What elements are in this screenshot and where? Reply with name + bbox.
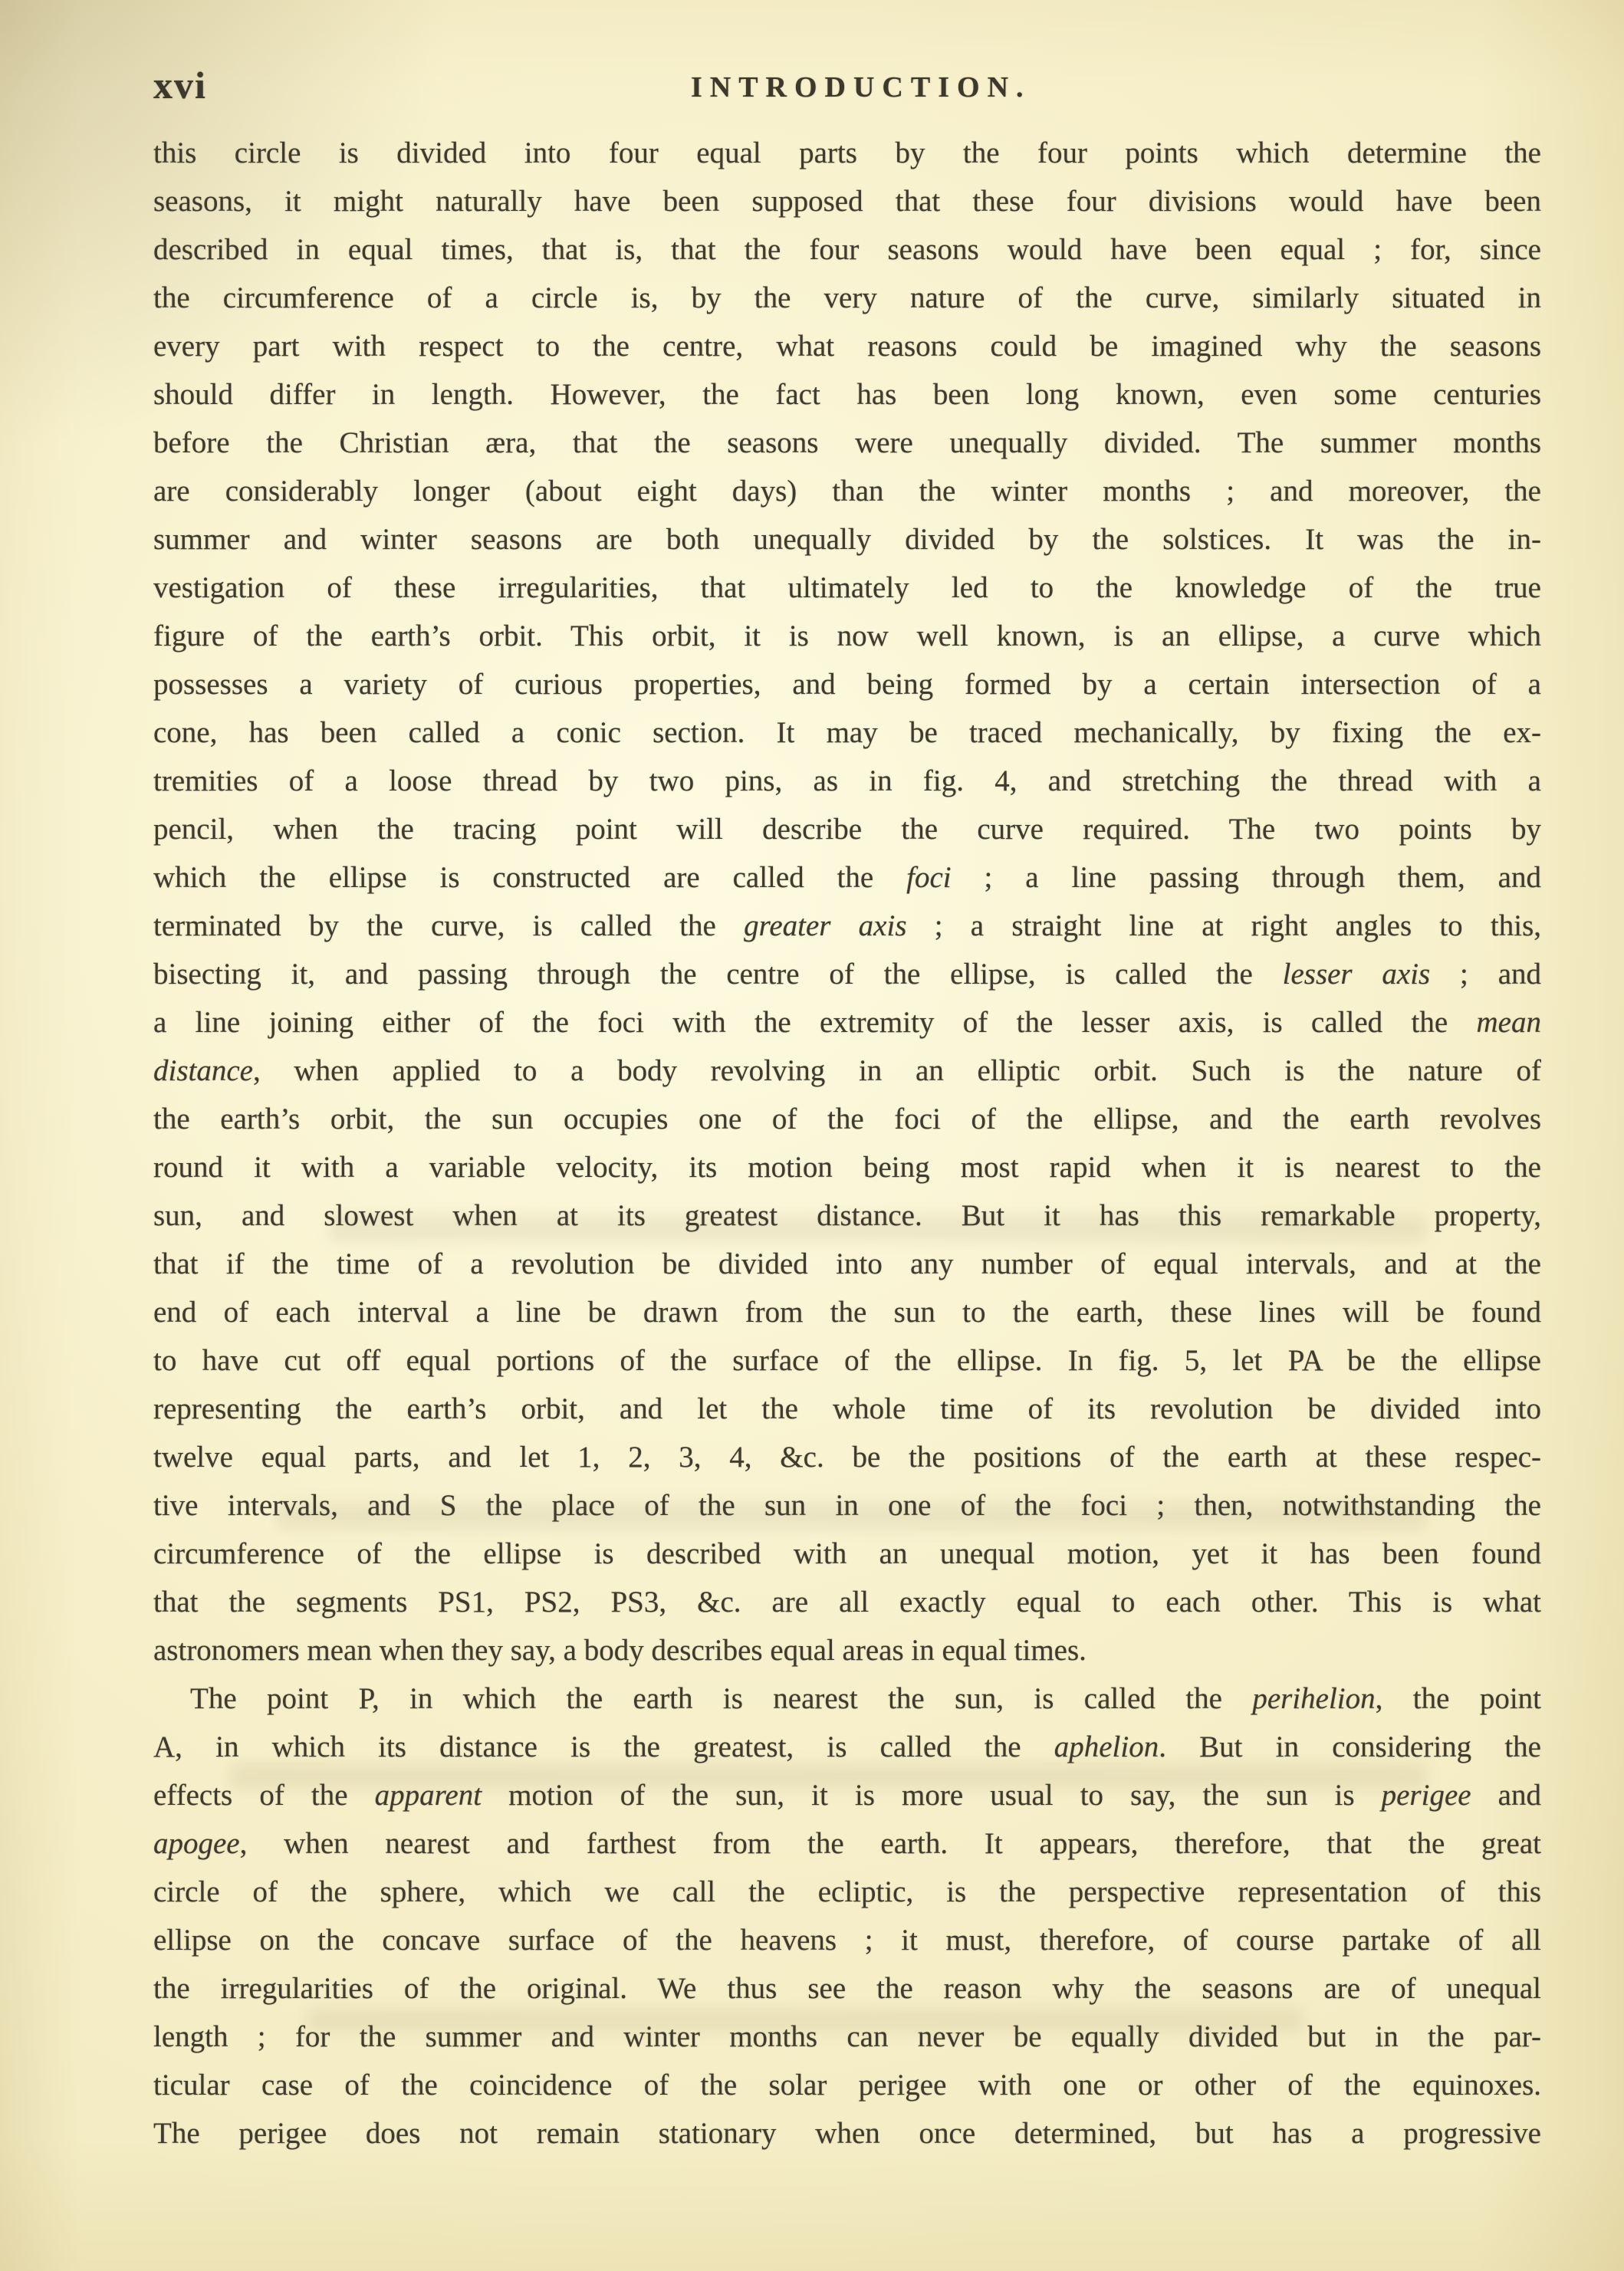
text-line: a line joining either of the foci with the extremity of the lesser axis, is called the mean [153, 1006, 1541, 1039]
text-line: twelve equal parts, and let 1, 2, 3, 4, &c. be the positions of the earth at these respec- [153, 1441, 1541, 1474]
body-text [153, 129, 1541, 2158]
text-line: effects of the apparent motion of the sun, it is more usual to say, the sun is perigee and [153, 1779, 1541, 1812]
text-line: bisecting it, and passing through the centre of the ellipse, is called the lesser axis ; and [153, 958, 1541, 991]
text-line: this circle is divided into four equal parts by the four points which determine the [153, 136, 1541, 169]
text-line: A, in which its distance is the greatest, is called the aphelion. But in considering the [153, 1730, 1541, 1763]
text-line: The point P, in which the earth is nearest the sun, is called the perihelion, the point [190, 1682, 1541, 1715]
text-line: are considerably longer (about eight days) than the winter months ; and moreover, the [153, 475, 1541, 508]
text-line: the earth’s orbit, the sun occupies one of the foci of the ellipse, and the earth revolves [153, 1103, 1541, 1136]
text-line: figure of the earth’s orbit. This orbit, it is now well known, is an ellipse, a curve which [153, 620, 1541, 652]
text-line: The perigee does not remain stationary when once determined, but has a progressive [153, 2117, 1541, 2150]
text-line: ticular case of the coincidence of the solar perigee with one or other of the equinoxes. [153, 2069, 1541, 2102]
text-line: before the Christian æra, that the seasons were unequally divided. The summer months [153, 426, 1541, 459]
text-line: end of each interval a line be drawn from the sun to the earth, these lines will be found [153, 1296, 1541, 1329]
text-line: the circumference of a circle is, by the very nature of the curve, similarly situated in [153, 281, 1541, 314]
running-title: INTRODUCTION. [690, 71, 1031, 104]
text-line: every part with respect to the centre, what reasons could be imagined why the seasons [153, 330, 1541, 363]
paragraph [153, 1674, 1541, 2158]
page-number: xvi [153, 64, 207, 107]
text-line: which the ellipse is constructed are called the foci ; a line passing through them, and [153, 861, 1541, 894]
text-line: that the segments PS1, PS2, PS3, &c. are all exactly equal to each other. This is what [153, 1586, 1541, 1619]
text-line: should differ in length. However, the fact has been long known, even some centuries [153, 378, 1541, 411]
text-line: distance, when applied to a body revolving in an elliptic orbit. Such is the nature of [153, 1054, 1541, 1087]
paragraph [153, 129, 1541, 1674]
text-line: length ; for the summer and winter months can never be equally divided but in the par- [153, 2020, 1541, 2053]
text-line: vestigation of these irregularities, that ultimately led to the knowledge of the true [153, 571, 1541, 604]
text-line: the irregularities of the original. We thus see the reason why the seasons are of unequal [153, 1972, 1541, 2005]
text-line: described in equal times, that is, that the four seasons would have been equal ; for, since [153, 233, 1541, 266]
text-line: circumference of the ellipse is described with an unequal motion, yet it has been found [153, 1537, 1541, 1570]
text-line: tremities of a loose thread by two pins, as in fig. 4, and stretching the thread with a [153, 764, 1541, 797]
text-line: terminated by the curve, is called the greater axis ; a straight line at right angles to this, [153, 909, 1541, 942]
text-line: round it with a variable velocity, its motion being most rapid when it is nearest to the [153, 1151, 1541, 1184]
text-line: that if the time of a revolution be divided into any number of equal intervals, and at the [153, 1247, 1541, 1280]
running-header [153, 57, 1541, 110]
text-line: pencil, when the tracing point will describe the curve required. The two points by [153, 813, 1541, 846]
text-line: representing the earth’s orbit, and let the whole time of its revolution be divided into [153, 1392, 1541, 1425]
text-line: ellipse on the concave surface of the heavens ; it must, therefore, of course partake of all [153, 1924, 1541, 1957]
text-line: summer and winter seasons are both unequally divided by the solstices. It was the in- [153, 523, 1541, 556]
text-line: to have cut off equal portions of the surface of the ellipse. In fig. 5, let PA be the ellipse [153, 1344, 1541, 1377]
text-line: astronomers mean when they say, a body describes equal areas in equal times. [153, 1634, 1087, 1667]
text-line: apogee, when nearest and farthest from the earth. It appears, therefore, that the great [153, 1827, 1541, 1860]
text-line: cone, has been called a conic section. It may be traced mechanically, by fixing the ex- [153, 716, 1541, 749]
text-line: possesses a variety of curious properties, and being formed by a certain intersection of a [153, 668, 1541, 701]
text-line: tive intervals, and S the place of the sun in one of the foci ; then, notwithstanding the [153, 1489, 1541, 1522]
text-line: sun, and slowest when at its greatest distance. But it has this remarkable property, [153, 1199, 1541, 1232]
text-line: seasons, it might naturally have been supposed that these four divisions would have been [153, 185, 1541, 218]
text-line: circle of the sphere, which we call the ecliptic, is the perspective representation of this [153, 1875, 1541, 1908]
